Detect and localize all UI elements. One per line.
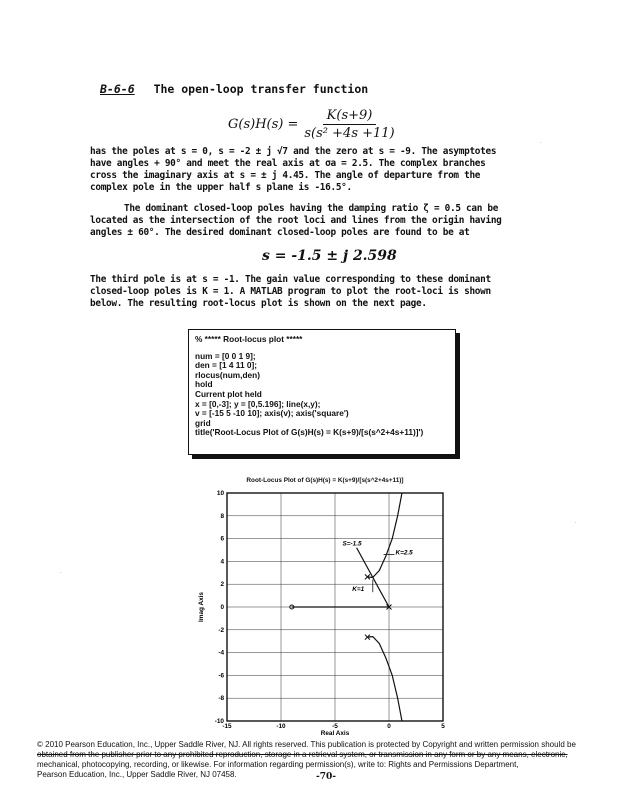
annotation-k-1: K=1 xyxy=(352,586,365,594)
y-tick-label: -10 xyxy=(214,718,224,725)
plot-title: Root-Locus Plot of G(s)H(s) = K(s+9)/[s(s^2+4s+11)] xyxy=(246,477,404,484)
y-tick-label: -2 xyxy=(218,626,224,634)
problem-heading xyxy=(100,82,368,96)
paragraph-line: complex pole in the upper half s plane is -16.5°. xyxy=(90,181,352,193)
paragraph-line: The dominant closed-loop poles having the damping ratio ζ = 0.5 can be xyxy=(124,203,499,214)
paragraph-damping xyxy=(90,203,538,239)
x-axis-label: Real Axis xyxy=(320,730,350,737)
y-tick-label: 8 xyxy=(220,512,224,520)
x-tick-label: 0 xyxy=(387,723,391,730)
code-line: rlocus(num,den) xyxy=(195,369,260,380)
formula-denominator: s(s² +4s +11) xyxy=(304,125,395,141)
footer-line: mechanical, photocopying, recording, or likewise. For information regarding permission(s), write to: Rights and Permissions Department, xyxy=(37,760,519,769)
problem-heading-text: The open-loop transfer function xyxy=(153,82,369,96)
paragraph-line: angles ± 60°. The desired dominant closed-loop poles are found to be at xyxy=(90,226,470,238)
annotation-k-25: K=2.5 xyxy=(395,549,413,557)
paragraph-line: have angles + 90° and meet the real axis at σa = 2.5. The complex branches xyxy=(90,157,486,169)
code-line: x = [0,-3]; y = [0,5.196]; line(x,y); xyxy=(195,398,321,409)
x-tick-label: -5 xyxy=(332,723,338,730)
scan-speck: · xyxy=(575,520,577,526)
code-line: Current plot held xyxy=(195,388,262,399)
footer-line: © 2010 Pearson Education, Inc., Upper Saddle River, NJ. All rights reserved. This publication is protected by Copyright and written permission should be xyxy=(37,740,576,749)
problem-number: B-6-6 xyxy=(100,82,135,96)
x-tick-label: -10 xyxy=(276,723,286,730)
code-line: v = [-15 5 -10 10]; axis(v); axis('square') xyxy=(195,408,349,419)
paragraph-poles xyxy=(90,146,538,194)
matlab-code-box xyxy=(188,329,456,455)
code-line: hold xyxy=(195,379,213,390)
transfer-function-formula xyxy=(228,104,395,144)
x-tick-label: -15 xyxy=(222,723,232,730)
paragraph-third-pole xyxy=(90,274,538,310)
paragraph-line: located as the intersection of the root loci and lines from the origin having xyxy=(90,214,502,226)
root-locus-branch-3 xyxy=(357,548,389,607)
root-locus-branch-1 xyxy=(367,493,402,577)
formula-lhs: G(s)H(s) = xyxy=(228,116,299,132)
x-tick-label: 5 xyxy=(441,723,445,730)
y-tick-label: -6 xyxy=(218,672,224,680)
formula-numerator: K(s+9) xyxy=(323,108,377,125)
page-number: -70- xyxy=(316,772,336,782)
paragraph-line: The third pole is at s = -1. The gain value corresponding to these dominant xyxy=(90,274,491,285)
root-locus-svg xyxy=(195,477,455,745)
scan-speck: · xyxy=(540,140,542,146)
y-tick-label: 10 xyxy=(216,490,224,497)
code-line: grid xyxy=(195,417,211,428)
paragraph-line: has the poles at s = 0, s = -2 ± j √7 and the zero at s = -9. The asymptotes xyxy=(90,146,497,157)
scan-speck: · xyxy=(60,570,62,576)
paragraph-line: below. The resulting root-locus plot is shown on the next page. xyxy=(90,297,427,309)
y-tick-label: -8 xyxy=(218,695,224,703)
y-tick-label: 4 xyxy=(220,558,224,566)
dominant-poles-handwritten: s = -1.5 ± j 2.598 xyxy=(262,248,397,264)
footer-line: Pearson Education, Inc., Upper Saddle River, NJ 07458. xyxy=(37,770,237,779)
y-tick-label: 2 xyxy=(220,581,224,589)
annotation-s-value: S=-1.5 xyxy=(342,540,362,548)
code-line: title('Root-Locus Plot of G(s)H(s) = K(s+9)/[s(s^2+4s+11)]') xyxy=(195,427,424,438)
footer-line: obtained from the publisher prior to any prohibited reproduction, storage in a retrieval system, or transmission in any form or by any means, electronic, xyxy=(37,750,568,759)
paragraph-line: cross the imaginary axis at s = ± j 4.45. The angle of departure from the xyxy=(90,169,481,181)
y-tick-label: -4 xyxy=(218,649,224,657)
y-tick-label: 6 xyxy=(220,535,224,543)
code-comment: % ***** Root-locus plot ***** xyxy=(195,334,303,344)
root-locus-plot xyxy=(195,477,455,745)
code-line: num = [0 0 1 9]; xyxy=(195,350,256,361)
y-axis-label: Imag Axis xyxy=(198,592,205,622)
root-locus-branch-2 xyxy=(367,637,402,721)
y-tick-label: 0 xyxy=(220,604,224,611)
paragraph-line: closed-loop poles is K = 1. A MATLAB program to plot the root-loci is shown xyxy=(90,285,491,297)
formula-fraction xyxy=(304,108,394,141)
code-line: den = [1 4 11 0]; xyxy=(195,360,258,371)
